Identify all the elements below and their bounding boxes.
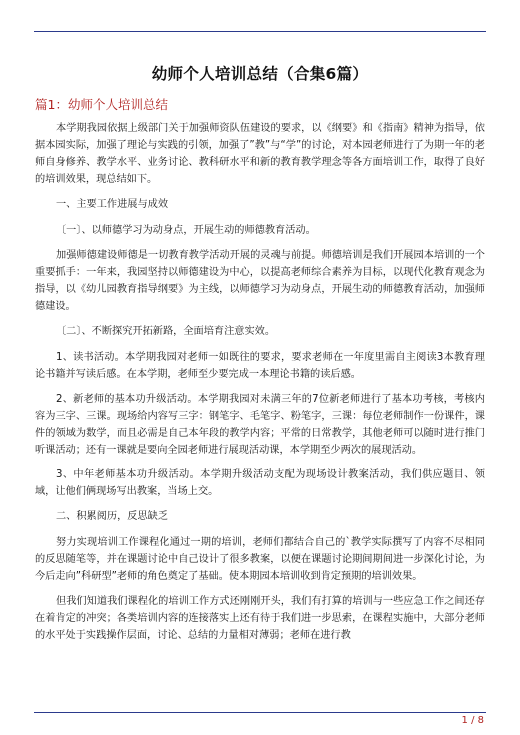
paragraph-intro: 本学期我园依据上级部门关于加强师资队伍建设的要求，以《纲要》和《指南》精神为指导，依据本园实际，加强了理论与实践的引领，加强了”教”与“学”的讨论，对本园老师进行了为期一年的老师自身修养、教学水平、业务讨论、教科研水平和新的教育教学理念等各方面培训工作，取得了良好的培训效果，现总结如下。 — [35, 123, 485, 185]
paragraph-effort: 努力实现培训工作课程化通过一期的培训，老师们都结合自己的`教学实际撰写了内容不尽相同的反思随笔等，并在课题讨论中自己设计了很多教案，以便在课题讨论期间期间进一步深化讨论，为今后走向”科研型”老师的角色奠定了基础。使本期园本培训收到肯定预期的培训效果。 — [35, 537, 485, 582]
paragraph-heading-reflection: 二、积累阅历，反思缺乏 — [56, 511, 169, 523]
top-rule — [34, 31, 486, 32]
document-body — [35, 62, 485, 653]
paragraph-new-teachers: 2、新老师的基本功升级活动。本学期我园对未满三年的7位新老师进行了基本功考核，考核内容为三字、三课。现场给内容写三字：钢笔字、毛笔字、粉笔字，三课：每位老师制作一份课件，课件的领域为数学，而且必需是自己本年段的教学内容；平常的日常教学，其他老师可以随时进行推门听课活动；还有一课就是要向全园老师进行展现活动课，本学期至少两次的展现活动。 — [35, 393, 485, 456]
document-title: 幼师个人培训总结（合集6篇） — [151, 65, 369, 83]
paragraph-subheading-explore: 〔二〕、不断探究开拓新路，全面培育注意实效。 — [56, 326, 276, 338]
bottom-rule — [34, 712, 486, 713]
paragraph-reading: 1、读书活动。本学期我园对老师一如既往的要求，要求老师在一年度里需自主阅读3本教育理论书籍并写读后感。在本学期，老师至少要完成一本理论书籍的读后感。 — [35, 351, 485, 380]
paragraph-subheading-ethics: 〔一〕、以师德学习为动身点，开展生动的师德教育活动。 — [56, 224, 316, 236]
paragraph-heading-main-work: 一、主要工作进展与成效 — [56, 198, 169, 210]
page-indicator: 1 / 8 — [461, 715, 484, 726]
section-heading: 篇1：幼师个人培训总结 — [35, 97, 168, 112]
paragraph-ethics: 加强师德建设师德是一切教育教学活动开展的灵魂与前提。师德培训是我们开展园本培训的一个重要抓手：一年来，我园坚持以师德建设为中心，以提高老师综合素养为目标，以现代化教育观念为指导，以《幼儿园教育指导纲要》为主线，以师德学习为动身点，开展生动的师德教育活动，加强师德建设。 — [35, 250, 485, 313]
paragraph-mid-teachers: 3、中年老师基本功升级活动。本学期升级活动支配为现场设计教案活动，我们供应题目、领域，让他们俩现场写出教案，当场上交。 — [35, 469, 485, 498]
paragraph-shortcoming: 但我们知道我们课程化的培训工作方式还刚刚开头，我们有打算的培训与一些应急工作之间还存在着肯定的冲突；各类培训内容的连接落实上还有待于我们进一步思索，在课程实施中，大部分老师的水平处于实践操作层面，讨论、总结的力量相对薄弱；老师在进行教 — [35, 595, 485, 641]
